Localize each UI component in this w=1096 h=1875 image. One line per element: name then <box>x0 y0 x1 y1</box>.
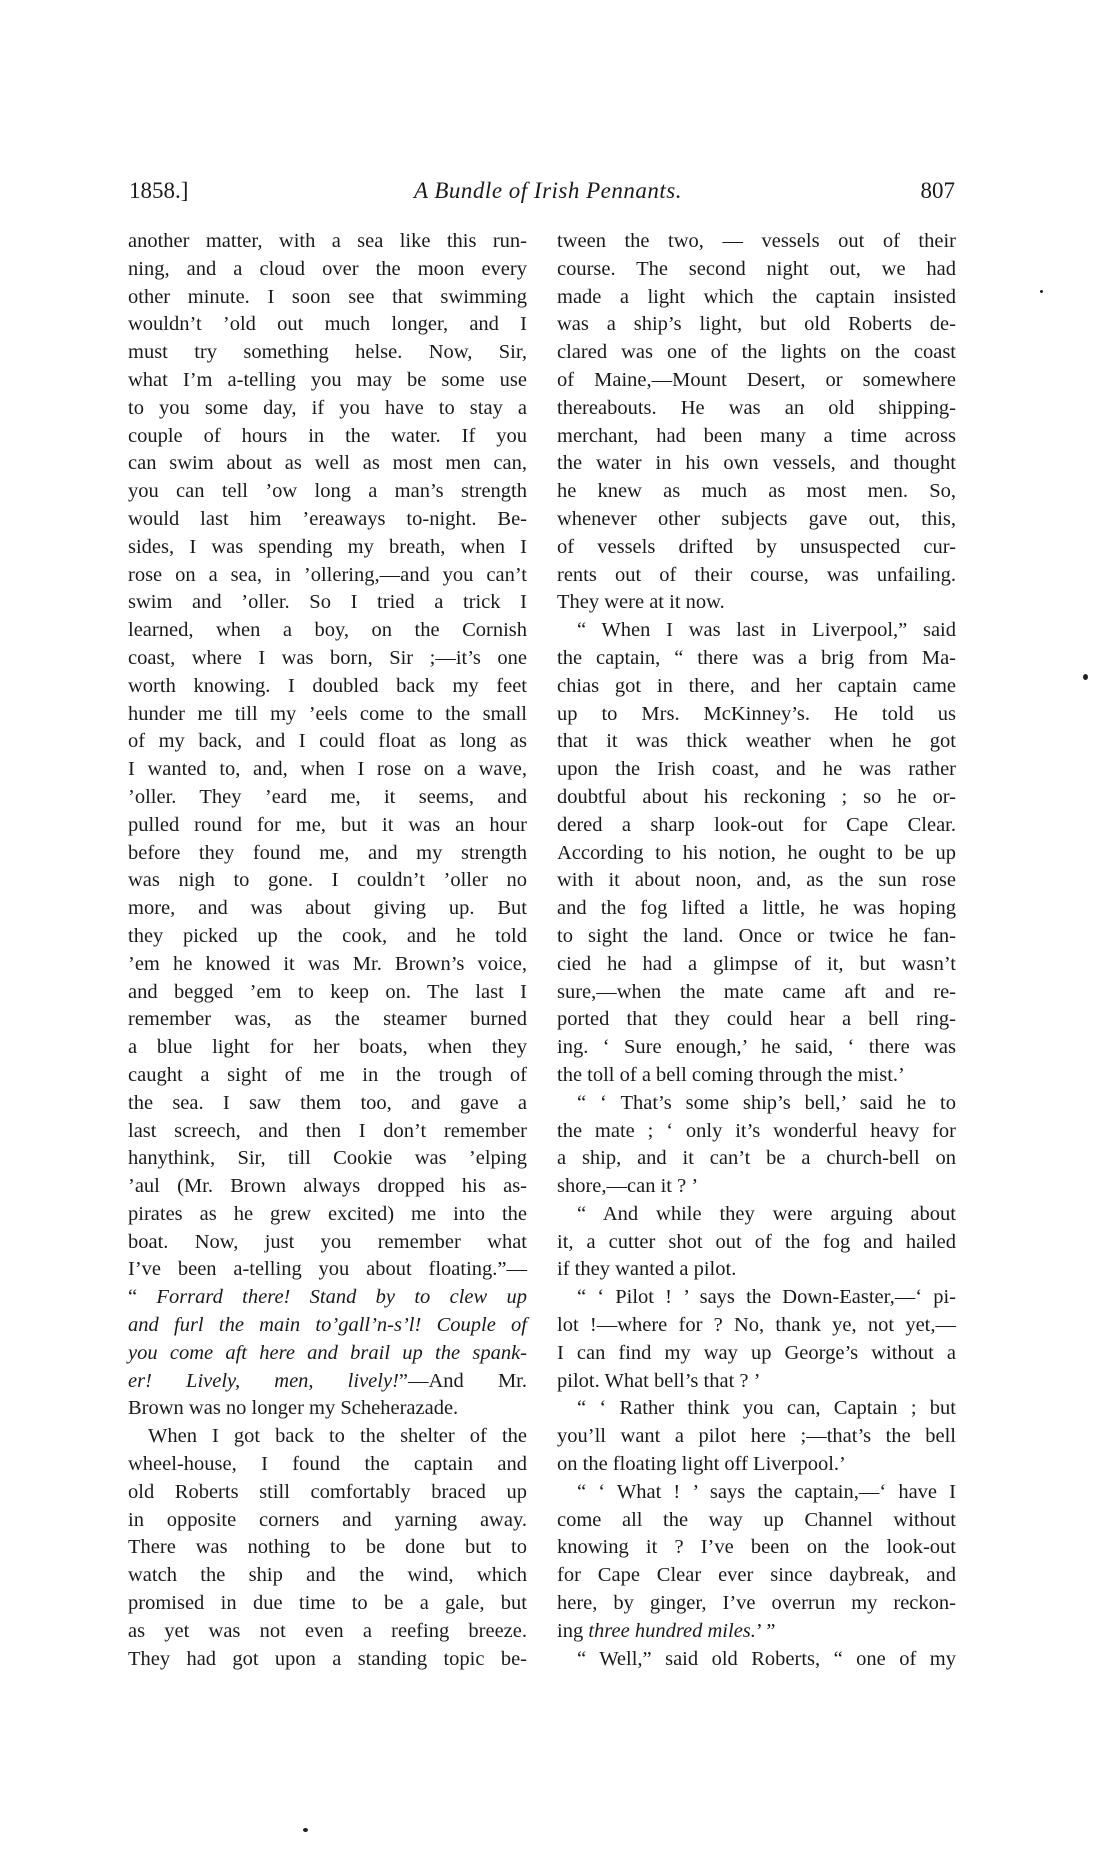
text-line: promised in due time to be a gale, but <box>128 1592 527 1615</box>
text-line <box>128 1368 527 1396</box>
text-line: of my back, and I could float as long as <box>128 730 527 753</box>
text-line: was a ship’s light, but old Roberts de- <box>557 313 956 336</box>
text-line: more, and was about giving up. But <box>128 897 527 920</box>
text-line: the captain, “ there was a brig from Ma- <box>557 646 956 669</box>
text-line: upon the Irish coast, and he was rather <box>557 758 956 781</box>
text-line: you’ll want a pilot here ;—that’s the bell <box>557 1425 956 1448</box>
text-line: shore,—can it ? ’ <box>557 1175 699 1198</box>
text-line: a ship, and it can’t be a church-bell on <box>557 1147 956 1170</box>
text-line: wouldn’t ’old out much longer, and I <box>128 313 527 336</box>
text-line: must try something helse. Now, Sir, <box>128 341 527 364</box>
text-line: I wanted to, and, when I rose on a wave, <box>128 758 527 781</box>
text-line: last screech, and then I don’t remember <box>128 1119 527 1142</box>
text-line: hunder me till my ’eels come to the small <box>128 702 527 725</box>
text-line: “ When I was last in Liverpool,” said <box>577 619 956 642</box>
italic-text: three hundred miles. <box>588 1619 756 1642</box>
text-line: According to his notion, he ought to be up <box>557 841 956 864</box>
text-line: boat. Now, just you remember what <box>128 1230 527 1253</box>
text-line: he knew as much as most men. So, <box>557 480 956 503</box>
text-line: can swim about as well as most men can, <box>128 452 527 475</box>
text-line: pilot. What bell’s that ? ’ <box>557 1369 761 1392</box>
text-line: knowing it ? I’ve been on the look-out <box>557 1536 956 1559</box>
text-line: ’oller. They ’eard me, it seems, and <box>128 785 527 808</box>
text-line: that it was thick weather when he got <box>557 730 956 753</box>
running-header-title: A Bundle of Irish Pennants. <box>414 178 682 203</box>
scan-speck <box>303 1828 308 1832</box>
text-line: worth knowing. I doubled back my feet <box>128 674 527 697</box>
text-line: as yet was not even a reefing breeze. <box>128 1619 527 1642</box>
text-line: another matter, with a sea like this run- <box>128 230 527 252</box>
text-line: pirates as he grew excited) me into the <box>128 1202 527 1225</box>
text-line: rents out of their course, was unfailing. <box>557 563 956 586</box>
text-line: “ ‘ That’s some ship’s bell,’ said he to <box>577 1091 956 1114</box>
text-line: old Roberts still comfortably braced up <box>128 1480 527 1503</box>
text-line: of Maine,—Mount Desert, or somewhere <box>557 368 956 391</box>
text-line: caught a sight of me in the trough of <box>128 1063 527 1086</box>
text-line: lot !—where for ? No, thank ye, not yet,— <box>557 1314 956 1337</box>
text-line: up to Mrs. McKinney’s. He told us <box>557 702 956 725</box>
scan-speck <box>1083 674 1088 680</box>
text-line: the toll of a bell coming through the mist.’ <box>557 1063 905 1086</box>
text-line: the mate ; ‘ only it’s wonderful heavy for <box>557 1119 956 1142</box>
text-line: and the fog lifted a little, he was hoping <box>557 897 956 920</box>
text-line: sides, I was spending my breath, when I <box>128 535 527 558</box>
text-run: ’ ” <box>755 1619 776 1642</box>
text-line: chias got in there, and her captain came <box>557 674 956 697</box>
text-line: I can find my way up George’s without a <box>557 1341 956 1364</box>
text-line: cied he had a glimpse of it, but wasn’t <box>557 952 956 975</box>
text-line: thereabouts. He was an old shipping- <box>557 396 956 419</box>
text-run: ing <box>557 1619 589 1642</box>
text-line: ’aul (Mr. Brown always dropped his as- <box>128 1175 527 1198</box>
text-line: of vessels drifted by unsuspected cur- <box>557 535 956 558</box>
text-line: coast, where I was born, Sir ;—it’s one <box>128 646 527 669</box>
text-line: you can tell ’ow long a man’s strength <box>128 480 527 503</box>
text-line: clared was one of the lights on the coast <box>557 341 956 364</box>
text-line: to sight the land. Once or twice he fan- <box>557 924 956 947</box>
text-line: When I got back to the shelter of the <box>148 1425 527 1448</box>
text-line: with it about noon, and, as the sun rose <box>557 869 956 892</box>
text-line <box>128 1312 527 1340</box>
text-line: here, by ginger, I’ve overrun my reckon- <box>557 1592 956 1615</box>
text-line: doubtful about his reckoning ; so he or- <box>557 785 956 808</box>
text-line: a blue light for her boats, when they <box>128 1036 527 1059</box>
running-header-year: 1858.] <box>129 178 189 203</box>
text-line: I’ve been a-telling you about floating.”— <box>128 1258 527 1281</box>
text-line: watch the ship and the wind, which <box>128 1564 527 1587</box>
text-line: couple of hours in the water. If you <box>128 424 527 447</box>
text-line: ’em he knowed it was Mr. Brown’s voice, <box>128 952 527 975</box>
text-line: “ ‘ What ! ’ says the captain,—‘ have I <box>577 1480 956 1503</box>
text-line: wheel-house, I found the captain and <box>128 1453 527 1476</box>
text-line: There was nothing to be done but to <box>128 1536 527 1559</box>
text-line: “ ‘ Rather think you can, Captain ; but <box>577 1397 956 1420</box>
text-line <box>128 1284 527 1312</box>
text-line: what I’m a-telling you may be some use <box>128 368 527 391</box>
text-line: ing. ‘ Sure enough,’ he said, ‘ there was <box>557 1036 956 1059</box>
text-line: tween the two, — vessels out of their <box>557 230 956 252</box>
italic-text: Forrard there! Stand by to clew up <box>156 1286 527 1309</box>
text-line: the water in his own vessels, and thought <box>557 452 956 475</box>
text-line: ported that they could hear a bell ring- <box>557 1008 956 1031</box>
text-line: course. The second night out, we had <box>557 257 956 280</box>
text-line: pulled round for me, but it was an hour <box>128 813 527 836</box>
text-line: would last him ’ereaways to-night. Be- <box>128 507 527 530</box>
text-line: in opposite corners and yarning away. <box>128 1508 527 1531</box>
text-run: “ <box>128 1286 157 1309</box>
italic-text: you come aft here and brail up the spank- <box>128 1341 527 1364</box>
text-line: hanythink, Sir, till Cookie was ’elping <box>128 1147 527 1170</box>
scan-speck <box>1040 290 1043 293</box>
text-line: the sea. I saw them too, and gave a <box>128 1091 527 1114</box>
text-line: They were at it now. <box>557 591 725 614</box>
text-line: on the floating light off Liverpool.’ <box>557 1453 846 1476</box>
text-line: ning, and a cloud over the moon every <box>128 257 527 280</box>
text-line: was nigh to gone. I couldn’t ’oller no <box>128 869 527 892</box>
text-line: come all the way up Channel without <box>557 1508 956 1531</box>
text-line: sure,—when the mate came aft and re- <box>557 980 956 1003</box>
text-line: “ Well,” said old Roberts, “ one of my <box>577 1647 956 1670</box>
text-line: “ ‘ Pilot ! ’ says the Down-Easter,—‘ pi- <box>577 1286 956 1309</box>
text-line: it, a cutter shot out of the fog and hailed <box>557 1230 956 1253</box>
text-line: they picked up the cook, and he told <box>128 924 527 947</box>
italic-text: and furl the main to’gall’n-s’l! Couple of <box>128 1314 527 1337</box>
text-line: for Cape Clear ever since daybreak, and <box>557 1564 956 1587</box>
page-number: 807 <box>920 178 955 203</box>
text-line: swim and ’oller. So I tried a trick I <box>128 591 527 614</box>
text-line: if they wanted a pilot. <box>557 1258 737 1281</box>
text-line: before they found me, and my strength <box>128 841 527 864</box>
text-line: dered a sharp look-out for Cape Clear. <box>557 813 956 836</box>
text-line: learned, when a boy, on the Cornish <box>128 619 527 642</box>
text-run: ”—And Mr. <box>398 1369 527 1392</box>
text-line: to you some day, if you have to stay a <box>128 396 527 419</box>
text-line: “ And while they were arguing about <box>577 1202 956 1225</box>
text-line: made a light which the captain insisted <box>557 285 956 308</box>
text-line: Brown was no longer my Scheherazade. <box>128 1397 459 1420</box>
italic-text: er! Lively, men, lively! <box>128 1369 399 1392</box>
text-line: They had got upon a standing topic be- <box>128 1647 527 1670</box>
text-column-left <box>128 228 527 1673</box>
text-line: remember was, as the steamer burned <box>128 1008 527 1031</box>
text-column-right <box>557 228 956 1673</box>
text-line <box>128 1340 527 1368</box>
text-line <box>557 1618 956 1646</box>
text-line: merchant, had been many a time across <box>557 424 956 447</box>
text-line: and begged ’em to keep on. The last I <box>128 980 527 1003</box>
text-line: other minute. I soon see that swimming <box>128 285 527 308</box>
text-line: whenever other subjects gave out, this, <box>557 507 956 530</box>
text-line: rose on a sea, in ’ollering,—and you can’t <box>128 563 527 586</box>
